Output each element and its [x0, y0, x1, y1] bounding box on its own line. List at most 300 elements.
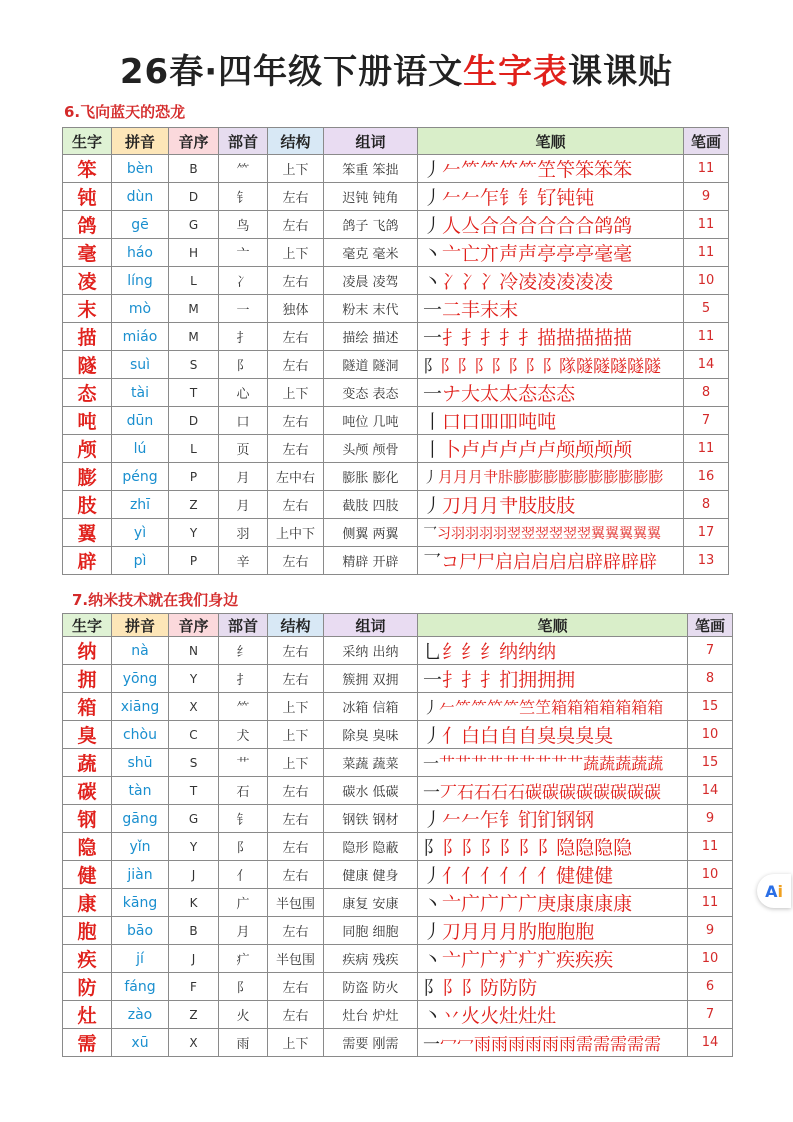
stroke-step: 阝	[537, 837, 557, 859]
stroke-step: 广	[461, 949, 481, 971]
cell-radical: 扌	[219, 323, 268, 351]
stroke-step: 丿	[423, 698, 440, 717]
stroke-step: 人	[442, 215, 462, 237]
stroke-step: 艹	[535, 754, 552, 773]
cell-stroke-order	[418, 211, 684, 239]
stroke-step: 冷	[499, 271, 519, 293]
stroke-step: 膨	[618, 468, 634, 486]
stroke-step: 丿	[423, 725, 443, 747]
stroke-step: 灶	[499, 1005, 519, 1027]
stroke-step: 辟	[639, 551, 657, 573]
stroke-step: 纟	[480, 641, 500, 663]
stroke-step: 雨	[525, 1035, 542, 1055]
cell-stroke-order	[418, 749, 688, 777]
cell-count: 11	[688, 889, 733, 917]
cell-stroke-order	[418, 547, 684, 575]
stroke-step: 箱	[567, 698, 584, 717]
cell-count: 7	[684, 407, 729, 435]
stroke-step: 疒	[537, 949, 557, 971]
cell-order: Z	[169, 491, 219, 519]
stroke-step: 石	[474, 783, 491, 803]
stroke-step: 雨	[508, 1035, 525, 1055]
stroke-step: 蔬	[599, 754, 616, 773]
stroke-step: 颅	[613, 439, 633, 461]
stroke-step: 丶	[423, 243, 443, 265]
stroke-step: 需	[610, 1035, 627, 1055]
header-pinyin: 拼音	[112, 128, 169, 155]
cell-pinyin: xiāng	[112, 693, 169, 721]
stroke-step: 描	[537, 327, 557, 349]
stroke-step: 艹	[487, 754, 504, 773]
cell-radical: 雨	[219, 1029, 268, 1057]
stroke-step: 翼	[605, 525, 619, 542]
stroke-step: 太	[480, 383, 500, 405]
cell-stroke-order	[418, 693, 688, 721]
cell-count: 5	[684, 295, 729, 323]
cell-words: 吨位 几吨	[324, 407, 418, 435]
stroke-step: 膨	[573, 468, 589, 486]
cell-radical: 阝	[219, 351, 268, 379]
stroke-step: 吨	[537, 411, 557, 433]
stroke-step: ⺮	[480, 159, 500, 181]
cell-stroke-order	[418, 973, 688, 1001]
stroke-step: 康	[556, 893, 576, 915]
cell-pinyin: chòu	[112, 721, 169, 749]
stroke-step: 扌	[442, 669, 462, 691]
cell-words: 侧翼 两翼	[324, 519, 418, 547]
stroke-step: コ	[441, 551, 459, 573]
stroke-step: 雨	[491, 1035, 508, 1055]
stroke-step: 隐	[556, 837, 576, 859]
stroke-step: 冖	[457, 1035, 474, 1055]
stroke-step: 阝	[480, 837, 500, 859]
cell-order: Y	[169, 833, 219, 861]
cell-structure: 左右	[268, 407, 324, 435]
table-row	[63, 665, 733, 693]
stroke-step: 亻	[537, 865, 557, 887]
stroke-step: 隧	[593, 357, 610, 377]
table-row	[63, 693, 733, 721]
cell-radical: 辛	[219, 547, 268, 575]
cell-structure: 左右	[268, 547, 324, 575]
stroke-step: 亡	[461, 243, 481, 265]
stroke-step: 隐	[575, 837, 595, 859]
stroke-step: 亠	[442, 243, 462, 265]
cell-stroke-order	[418, 407, 684, 435]
stroke-step: 翌	[577, 525, 591, 542]
cell-structure: 左右	[268, 917, 324, 945]
stroke-step: 艹	[503, 754, 520, 773]
stroke-step: 箱	[615, 698, 632, 717]
stroke-step: 一	[423, 1035, 440, 1055]
stroke-step: 广	[461, 893, 481, 915]
cell-words: 笨重 笨拙	[324, 155, 418, 183]
stroke-step: 雨	[559, 1035, 576, 1055]
cell-radical: 口	[219, 407, 268, 435]
cell-words: 需要 刚需	[324, 1029, 418, 1057]
cell-char: 末	[63, 295, 112, 323]
cell-stroke-order	[418, 1001, 688, 1029]
cell-structure: 半包围	[268, 945, 324, 973]
cell-stroke-order	[418, 917, 688, 945]
cell-radical: 月	[219, 463, 268, 491]
cell-radical: 钅	[219, 183, 268, 211]
cell-words: 描绘 描述	[324, 323, 418, 351]
stroke-step: 启	[495, 551, 513, 573]
header-pinyin: 拼音	[112, 614, 169, 637]
cell-stroke-order	[418, 379, 684, 407]
cell-stroke-order	[418, 721, 688, 749]
stroke-step: 末	[480, 299, 500, 321]
cell-structure: 左右	[268, 805, 324, 833]
cell-radical: 石	[219, 777, 268, 805]
stroke-step: 口	[442, 411, 462, 433]
cell-pinyin: líng	[112, 267, 169, 295]
stroke-step: 月	[438, 468, 454, 486]
stroke-step: 阝	[542, 357, 559, 377]
header-strokes: 笔顺	[418, 128, 684, 155]
table-row	[63, 917, 733, 945]
stroke-step: 疒	[499, 949, 519, 971]
stroke-step: 一	[423, 783, 440, 803]
stroke-step: 毫	[613, 243, 633, 265]
stroke-step: 声	[518, 243, 538, 265]
stroke-step: 胩	[498, 468, 514, 486]
stroke-step: 月	[480, 495, 500, 517]
stroke-step: 肀	[483, 468, 499, 486]
cell-words: 簇拥 双拥	[324, 665, 418, 693]
stroke-step: 扌	[461, 669, 481, 691]
stroke-step: 凌	[518, 271, 538, 293]
stroke-step: 阝	[491, 357, 508, 377]
cell-words: 采纳 出纳	[324, 637, 418, 665]
cell-structure: 上下	[268, 1029, 324, 1057]
stroke-step: 艹	[439, 754, 456, 773]
title-prefix: 26春·四年级下册语文	[119, 52, 464, 92]
stroke-step: 卢	[537, 439, 557, 461]
cell-words: 迟钝 钝角	[324, 183, 418, 211]
cell-order: H	[169, 239, 219, 267]
cell-words: 防盗 防火	[324, 973, 418, 1001]
cell-stroke-order	[418, 183, 684, 211]
table-row	[63, 1029, 733, 1057]
cell-structure: 左右	[268, 211, 324, 239]
stroke-step: 辟	[585, 551, 603, 573]
stroke-step: 启	[513, 551, 531, 573]
stroke-step: 亭	[537, 243, 557, 265]
cell-words: 变态 表态	[324, 379, 418, 407]
stroke-step: 庚	[537, 893, 557, 915]
cell-count: 6	[688, 973, 733, 1001]
stroke-step: 翼	[633, 525, 647, 542]
cell-structure: 上下	[268, 749, 324, 777]
cell-structure: 左右	[268, 833, 324, 861]
cell-stroke-order	[418, 491, 684, 519]
cell-order: C	[169, 721, 219, 749]
cell-order: N	[169, 637, 219, 665]
stroke-step: 隧	[627, 357, 644, 377]
cell-char: 毫	[63, 239, 112, 267]
cell-structure: 左右	[268, 323, 324, 351]
stroke-step: 亻	[442, 865, 462, 887]
stroke-step: 习	[437, 525, 451, 542]
table-row	[63, 889, 733, 917]
table-row	[63, 833, 733, 861]
stroke-step: 膨	[543, 468, 559, 486]
cell-stroke-order	[418, 351, 684, 379]
stroke-step: 纟	[461, 641, 481, 663]
cell-radical: 火	[219, 1001, 268, 1029]
cell-char: 灶	[63, 1001, 112, 1029]
stroke-step: 白	[480, 725, 500, 747]
cell-char: 凌	[63, 267, 112, 295]
table-row	[63, 547, 729, 575]
cell-order: X	[169, 1029, 219, 1057]
cell-count: 10	[688, 721, 733, 749]
cell-order: G	[169, 805, 219, 833]
stroke-step: 羽	[493, 525, 507, 542]
stroke-step: 康	[594, 893, 614, 915]
stroke-step: 广	[480, 893, 500, 915]
stroke-step: 扌	[442, 327, 462, 349]
cell-count: 14	[684, 351, 729, 379]
stroke-step: 碳	[593, 783, 610, 803]
stroke-step: 隧	[576, 357, 593, 377]
cell-count: 16	[684, 463, 729, 491]
stroke-step: 钝	[575, 187, 595, 209]
cell-pinyin: jiàn	[112, 861, 169, 889]
cell-count: 13	[684, 547, 729, 575]
table-row	[63, 183, 729, 211]
cell-structure: 上下	[268, 239, 324, 267]
cell-pinyin: zhī	[112, 491, 169, 519]
cell-radical: 羽	[219, 519, 268, 547]
stroke-step: 笁	[537, 159, 557, 181]
cell-pinyin: nà	[112, 637, 169, 665]
stroke-step: 臭	[537, 725, 557, 747]
stroke-step: 亠	[442, 893, 462, 915]
cell-char: 康	[63, 889, 112, 917]
stroke-step: 艹	[471, 754, 488, 773]
cell-stroke-order	[418, 637, 688, 665]
stroke-step: 亻	[480, 865, 500, 887]
stroke-step: 𠂉	[442, 187, 462, 209]
stroke-step: 笇	[556, 159, 576, 181]
cell-char: 鸽	[63, 211, 112, 239]
stroke-step: 白	[461, 725, 481, 747]
stroke-step: 碳	[627, 783, 644, 803]
table-row	[63, 861, 733, 889]
cell-char: 胞	[63, 917, 112, 945]
stroke-step: 疾	[575, 949, 595, 971]
cell-count: 10	[688, 861, 733, 889]
cell-radical: 扌	[219, 665, 268, 693]
stroke-step: 自	[499, 725, 519, 747]
stroke-step: 丷	[442, 1005, 462, 1027]
cell-order: K	[169, 889, 219, 917]
stroke-step: 广	[518, 893, 538, 915]
cell-radical: 钅	[219, 805, 268, 833]
stroke-step: 鸽	[594, 215, 614, 237]
stroke-step: 月	[480, 921, 500, 943]
stroke-step: 纟	[442, 641, 462, 663]
cell-words: 碳水 低碳	[324, 777, 418, 805]
cell-radical: 冫	[219, 267, 268, 295]
cell-char: 翼	[63, 519, 112, 547]
table-row	[63, 721, 733, 749]
stroke-step: 蔬	[647, 754, 664, 773]
stroke-step: 冫	[461, 271, 481, 293]
stroke-step: 拥	[537, 669, 557, 691]
stroke-step: 碳	[610, 783, 627, 803]
title-suffix: 课课贴	[568, 52, 674, 92]
cell-structure: 上下	[268, 721, 324, 749]
stroke-step: 合	[537, 215, 557, 237]
stroke-step: 乍	[480, 809, 500, 831]
stroke-step: 钌	[537, 187, 557, 209]
cell-order: D	[169, 183, 219, 211]
stroke-step: 疾	[556, 949, 576, 971]
stroke-step: 膨	[558, 468, 574, 486]
cell-pinyin: xū	[112, 1029, 169, 1057]
cell-order: P	[169, 463, 219, 491]
cell-order: S	[169, 351, 219, 379]
cell-pinyin: pì	[112, 547, 169, 575]
cell-words: 毫克 毫米	[324, 239, 418, 267]
cell-radical: 月	[219, 491, 268, 519]
cell-stroke-order	[418, 323, 684, 351]
stroke-step: 钔	[537, 809, 557, 831]
stroke-step: 需	[576, 1035, 593, 1055]
stroke-step: 丿	[423, 809, 443, 831]
stroke-step: 态	[518, 383, 538, 405]
stroke-step: 丶	[423, 271, 443, 293]
stroke-step: 拥	[556, 669, 576, 691]
cell-count: 10	[688, 945, 733, 973]
ai-assistant-button[interactable]	[757, 874, 791, 908]
cell-structure: 左右	[268, 861, 324, 889]
header-char: 生字	[63, 614, 112, 637]
cell-char: 膨	[63, 463, 112, 491]
stroke-step: 羽	[451, 525, 465, 542]
stroke-step: 丶	[423, 893, 443, 915]
stroke-step: 卢	[480, 439, 500, 461]
stroke-step: 膨	[603, 468, 619, 486]
table-row	[63, 239, 729, 267]
cell-radical: 艹	[219, 749, 268, 777]
cell-radical: 阝	[219, 833, 268, 861]
stroke-step: 翌	[549, 525, 563, 542]
stroke-step: 阝	[508, 357, 525, 377]
stroke-step: 碳	[644, 783, 661, 803]
cell-order: T	[169, 379, 219, 407]
header-char: 生字	[63, 128, 112, 155]
stroke-step: 臭	[556, 725, 576, 747]
stroke-step: 丰	[461, 299, 481, 321]
cell-structure: 独体	[268, 295, 324, 323]
cell-char: 辟	[63, 547, 112, 575]
cell-structure: 左右	[268, 435, 324, 463]
stroke-step: 辟	[603, 551, 621, 573]
stroke-step: 扌	[518, 327, 538, 349]
cell-order: D	[169, 407, 219, 435]
stroke-step: 冫	[442, 271, 462, 293]
cell-structure: 左右	[268, 267, 324, 295]
cell-radical: 纟	[219, 637, 268, 665]
stroke-step: ⺮	[455, 698, 472, 717]
stroke-step: 丿	[423, 187, 443, 209]
stroke-step: 描	[556, 327, 576, 349]
stroke-step: 需	[593, 1035, 610, 1055]
header-words: 组词	[324, 128, 418, 155]
stroke-step: 钅	[499, 187, 519, 209]
header-row	[63, 614, 733, 637]
stroke-step: 乍	[480, 187, 500, 209]
char-table-lesson-7	[62, 613, 733, 1057]
stroke-step: 描	[613, 327, 633, 349]
stroke-step: 隐	[613, 837, 633, 859]
stroke-step: 箱	[583, 698, 600, 717]
cell-words: 康复 安康	[324, 889, 418, 917]
cell-count: 15	[688, 693, 733, 721]
stroke-step: 笨	[594, 159, 614, 181]
cell-stroke-order	[418, 463, 684, 491]
cell-words: 隧道 隧洞	[324, 351, 418, 379]
stroke-step: 石	[457, 783, 474, 803]
stroke-step: 肑	[518, 921, 538, 943]
stroke-step: 一	[423, 327, 443, 349]
cell-order: G	[169, 211, 219, 239]
cell-radical: 犬	[219, 721, 268, 749]
cell-order: F	[169, 973, 219, 1001]
stroke-step: 广	[480, 949, 500, 971]
stroke-step: 合	[480, 215, 500, 237]
stroke-step: 阝	[423, 357, 440, 377]
cell-order: Y	[169, 665, 219, 693]
stroke-step: 尸	[477, 551, 495, 573]
cell-pinyin: shū	[112, 749, 169, 777]
cell-count: 8	[688, 665, 733, 693]
stroke-step: 月	[461, 921, 481, 943]
stroke-step: 肢	[537, 495, 557, 517]
cell-count: 8	[684, 379, 729, 407]
cell-radical: ⺮	[219, 155, 268, 183]
stroke-step: 冖	[440, 1035, 457, 1055]
stroke-step: 肢	[518, 495, 538, 517]
cell-radical: 广	[219, 889, 268, 917]
cell-count: 14	[688, 777, 733, 805]
cell-order: B	[169, 155, 219, 183]
stroke-step: 合	[556, 215, 576, 237]
table-row	[63, 973, 733, 1001]
table-row	[63, 351, 729, 379]
stroke-step: 态	[537, 383, 557, 405]
stroke-step: 颅	[594, 439, 614, 461]
cell-stroke-order	[418, 519, 684, 547]
cell-structure: 半包围	[268, 889, 324, 917]
cell-stroke-order	[418, 155, 684, 183]
cell-structure: 上中下	[268, 519, 324, 547]
ai-badge-letter-i: i	[777, 881, 783, 901]
cell-char: 隧	[63, 351, 112, 379]
stroke-step: 乚	[423, 641, 443, 663]
stroke-step: 膨	[648, 468, 664, 486]
stroke-step: 亻	[499, 865, 519, 887]
stroke-step: 纳	[537, 641, 557, 663]
stroke-step: 丿	[423, 921, 443, 943]
cell-stroke-order	[418, 665, 688, 693]
cell-structure: 左右	[268, 665, 324, 693]
